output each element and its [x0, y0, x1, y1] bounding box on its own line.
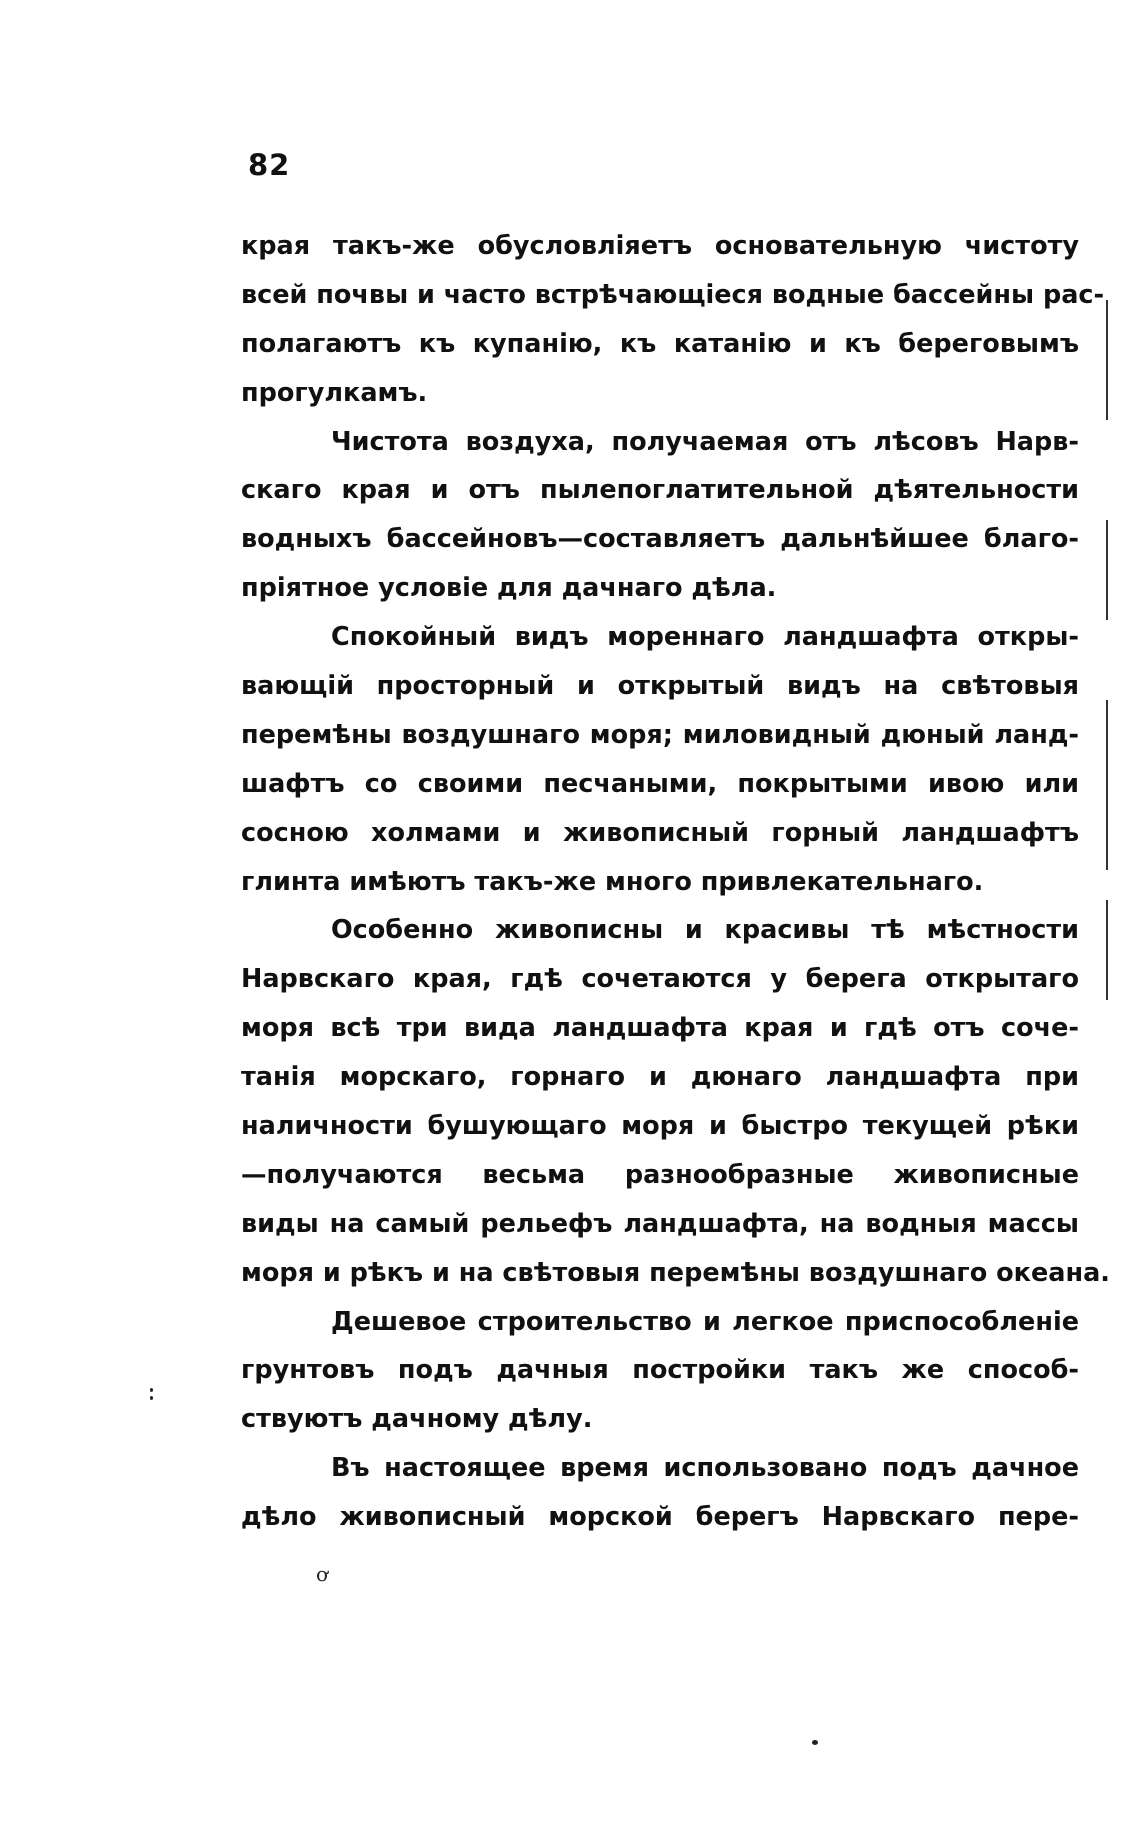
text-line: шафтъ со своими песчаными, покрытыми ивою или: [241, 768, 1079, 799]
scan-edge-line: [1106, 520, 1108, 620]
text-line: Чистота воздуха, получаемая отъ лѣсовъ Нарв-: [331, 426, 1079, 457]
text-line: вающій просторный и открытый видъ на свѣтовыя: [241, 671, 1079, 702]
text-line: —получаются весьма разнообразные живописные: [241, 1159, 1079, 1190]
scan-edge-line: [1106, 300, 1108, 420]
text-line: Спокойный видъ мореннаго ландшафта откры-: [331, 622, 1079, 653]
text-line: полагаютъ къ купанію, къ катанію и къ береговымъ: [241, 328, 1079, 359]
stray-print-mark: ơ: [316, 1562, 329, 1586]
scan-speck: [150, 1396, 153, 1400]
text-line: Дешевое строительство и легкое приспособленіе: [331, 1306, 1079, 1337]
text-line: танія морскаго, горнаго и дюнаго ландшафта при: [241, 1062, 1079, 1093]
scan-speck: [150, 1388, 153, 1392]
text-line: виды на самый рельефъ ландшафта, на водныя массы: [241, 1208, 1079, 1239]
text-line: Нарвскаго края, гдѣ сочетаются у берега открытаго: [241, 964, 1079, 995]
text-line: края такъ-же обусловліяетъ основательную чистоту: [241, 231, 1079, 261]
body-text: [241, 222, 1110, 1542]
text-line: прогулкамъ.: [241, 377, 428, 408]
text-line: глинта имѣютъ такъ-же много привлекательнаго.: [241, 866, 984, 897]
text-line: моря всѣ три вида ландшафта края и гдѣ отъ соче-: [241, 1013, 1079, 1044]
text-line: сосною холмами и живописный горный ландшафтъ: [241, 817, 1079, 848]
text-line: пріятное условіе для дачнаго дѣла.: [241, 573, 777, 604]
text-line: всей почвы и часто встрѣчающіеся водные бассейны рас-: [241, 279, 1105, 310]
text-line: наличности бушующаго моря и быстро текущей рѣки: [241, 1111, 1079, 1142]
text-line: перемѣны воздушнаго моря; миловидный дюный ланд-: [241, 719, 1079, 750]
text-line: Особенно живописны и красивы тѣ мѣстности: [331, 915, 1079, 946]
text-line: скаго края и отъ пылепоглатительной дѣятельности: [241, 475, 1079, 506]
text-line: Въ настоящее время использовано подъ дачное: [331, 1453, 1079, 1484]
scan-edge-line: [1106, 700, 1108, 870]
text-line: водныхъ бассейновъ—составляетъ дальнѣйшее благо-: [241, 524, 1079, 555]
text-line: дѣло живописный морской берегъ Нарвскаго пере-: [241, 1502, 1079, 1533]
text-line: ствуютъ дачному дѣлу.: [241, 1404, 593, 1435]
scan-edge-line: [1106, 900, 1108, 1000]
text-line: грунтовъ подъ дачныя постройки такъ же способ-: [241, 1355, 1079, 1386]
page-number: 82: [248, 148, 291, 182]
scan-speck: [812, 1740, 818, 1745]
text-line: моря и рѣкъ и на свѣтовыя перемѣны воздушнаго океана.: [241, 1257, 1110, 1288]
